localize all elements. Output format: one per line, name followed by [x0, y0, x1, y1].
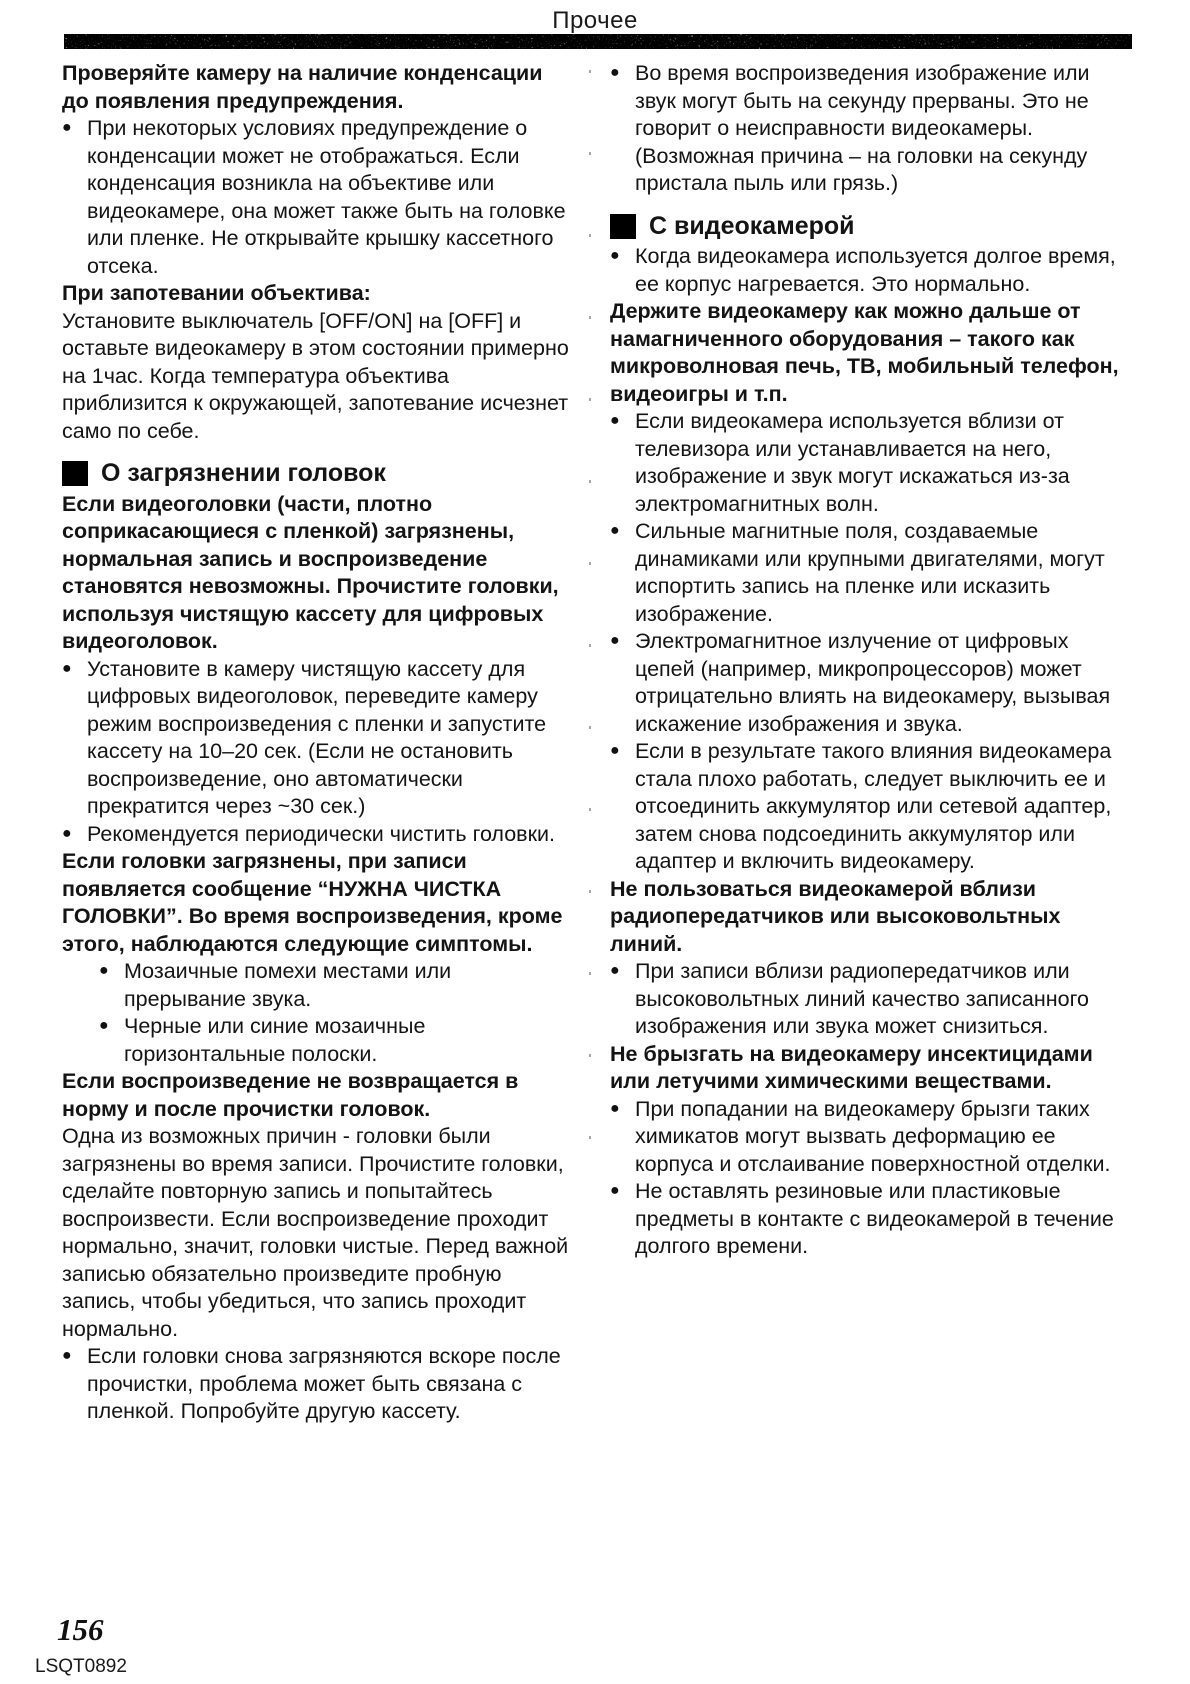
bullet-item: [610, 1096, 1134, 1179]
bullet-icon: ●: [62, 824, 72, 842]
page-number: 156: [57, 1612, 104, 1647]
bullet-text: Установите в камеру чистящую кассету для цифровых видеоголовок, переведите камеру режим воспроизведения с пленки и запустите кассету на 10–20 сек. (Если не остановить воспроизведение, оно автоматически прекратится через ~30 сек.): [87, 656, 547, 818]
section-square-icon: [610, 214, 636, 239]
bullet-icon: ●: [610, 247, 620, 264]
bold-paragraph: Если воспроизведение не возвращается в норму и после прочистки головок.: [62, 1069, 519, 1121]
bullet-item: [610, 738, 1134, 876]
bullet-text: При попадании на видеокамеру брызги таких химикатов могут вызвать деформацию ее корпуса и отслаивание поверхностной отделки.: [635, 1096, 1111, 1176]
bullet-icon: ●: [62, 659, 72, 677]
bold-paragraph: Держите видеокамеру как можно дальше от намагниченного оборудования – такого как микроволновая печь, ТВ, мобильный телефон, видеоигры и т.п.: [610, 299, 1119, 406]
section-heading: [610, 213, 1134, 241]
paragraph: Установите выключатель [OFF/ON] на [OFF] и оставьте видеокамеру в этом состоянии примерно на 1час. Когда температура объектива приблизится к окружающей, запотевание исчезнет само по себе.: [62, 308, 569, 443]
bullet-text: Электромагнитное излучение от цифровых цепей (например, микропроцессоров) может отрицательно влиять на видеокамеру, вызывая искажение изображения и звука.: [635, 629, 1111, 736]
bullet-item: [610, 628, 1134, 738]
column-gap: [570, 60, 610, 1426]
bullet-text: При записи вблизи радиопередатчиков или высоковольтных линий качество записанного изображения или звука может снизиться.: [635, 959, 1089, 1038]
bold-paragraph: Не брызгать на видеокамеру инсектицидами или летучими химическими веществами.: [610, 1041, 1093, 1093]
bold-paragraph: При запотевании объектива:: [62, 281, 371, 305]
bullet-icon: ●: [610, 522, 620, 539]
bullet-icon: ●: [610, 64, 620, 81]
bullet-item: [610, 408, 1134, 518]
section-square-icon: [62, 461, 88, 486]
bullet-icon: ●: [99, 962, 109, 979]
bullet-item: [62, 821, 570, 849]
bullet-text: Если головки снова загрязняются вскоре после прочистки, проблема может быть связана с пленкой. Попробуйте другую кассету.: [87, 1344, 561, 1423]
bullet-icon: ●: [610, 742, 620, 759]
bold-paragraph: Если видеоголовки (части, плотно соприкасающиеся с пленкой) загрязнены, нормальная запись и воспроизведение становятся невозможны. Прочистите головки, используя чистящую кассету для цифровых видеоголовок.: [62, 491, 559, 653]
bullet-item: [610, 243, 1134, 298]
bullet-item: [62, 656, 570, 821]
bullet-text: Сильные магнитные поля, создаваемые динамиками или крупными двигателями, могут испортить запись на пленке или исказить изображение.: [635, 519, 1105, 626]
right-column: [610, 60, 1134, 1261]
bullet-icon: ●: [62, 1347, 72, 1364]
left-column: [62, 60, 570, 1426]
section-title: С видеокамерой: [649, 211, 855, 240]
bullet-icon: ●: [610, 1182, 620, 1199]
paragraph: Одна из возможных причин - головки были загрязнены во время записи. Прочистите головки, сделайте повторную запись и попытайтесь воспроизвести. Если воспроизведение проходит нормально, значит, головки чистые. Перед важной записью обязательно произведите пробную запись, чтобы убедиться, что запись проходит нормально.: [62, 1124, 569, 1341]
document-code: LSQT0892: [35, 1656, 127, 1677]
bullet-text: Если видеокамера используется вблизи от телевизора или устанавливается на него, изображение и звук могут искажаться из-за электромагнитных волн.: [635, 409, 1070, 516]
bold-paragraph: Не пользоваться видеокамерой вблизи радиопередатчиков или высоковольтных линий.: [610, 876, 1061, 956]
bullet-text: Не оставлять резиновые или пластиковые предметы в контакте с видеокамерой в течение долгого времени.: [635, 1179, 1114, 1258]
sub-bullet-item: [99, 1013, 570, 1068]
page-header-title: Прочее: [552, 7, 638, 34]
bullet-item: [610, 1178, 1134, 1261]
bullet-text: Черные или синие мозаичные горизонтальные полоски.: [124, 1014, 426, 1066]
section-title: О загрязнении головок: [101, 459, 386, 487]
noise-texture: [64, 34, 1132, 49]
bullet-item: [610, 60, 1134, 198]
bullet-item: [610, 958, 1134, 1041]
bullet-icon: ●: [610, 632, 620, 649]
two-column-layout: [62, 60, 1134, 1426]
bullet-icon: ●: [610, 412, 620, 429]
bullet-text: Когда видеокамера используется долгое время, ее корпус нагревается. Это нормально.: [635, 244, 1116, 296]
bullet-text: Если в результате такого влияния видеокамера стала плохо работать, следует выключить ее и отсоединить аккумулятор или сетевой адаптер, затем снова подсоединить аккумулятор или адаптер и включить видеокамеру.: [635, 739, 1112, 873]
bullet-item: [610, 518, 1134, 628]
bullet-icon: ●: [99, 1017, 109, 1034]
section-heading: [62, 460, 570, 488]
bullet-item: [62, 115, 570, 280]
bold-paragraph: Проверяйте камеру на наличие конденсации до появления предупреждения.: [62, 61, 543, 113]
sub-bullet-item: [99, 958, 570, 1013]
bullet-text: Рекомендуется периодически чистить головки.: [87, 821, 555, 846]
bullet-icon: ●: [610, 962, 620, 979]
bold-paragraph: Если головки загрязнены, при записи появляется сообщение “НУЖНА ЧИСТКА ГОЛОВКИ”. Во время воспроизведения, кроме этого, наблюдаются следующие симптомы.: [62, 849, 563, 956]
header-divider-band: [64, 34, 1132, 49]
bullet-icon: ●: [610, 1099, 620, 1117]
bullet-text: Во время воспроизведения изображение или звук могут быть на секунду прерваны. Это не говорит о неисправности видеокамеры. (Возможная причина – на головки на секунду пристала пыль или грязь.): [635, 61, 1090, 195]
bullet-text: Мозаичные помехи местами или прерывание звука.: [124, 959, 452, 1011]
bullet-icon: ●: [62, 119, 72, 136]
bullet-text: При некоторых условиях предупреждение о конденсации может не отображаться. Если конденсация возникла на объективе или видеокамере, она может также быть на головке или пленке. Не открывайте крышку кассетного отсека.: [87, 116, 566, 278]
bullet-item: [62, 1343, 570, 1426]
column-divider-dotted-line: [589, 70, 591, 1186]
